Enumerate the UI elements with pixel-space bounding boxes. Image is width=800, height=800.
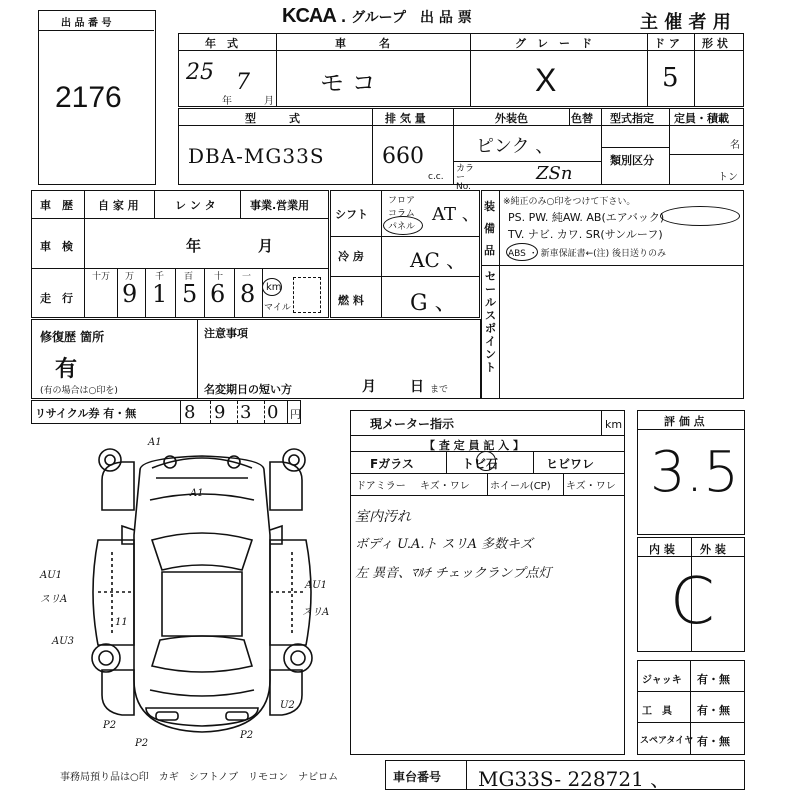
name-label: 車 名 — [335, 37, 390, 50]
history-label: 車 歴 — [40, 199, 73, 212]
equipment-line1: PS. PW. 純AW. AB(エアバック) — [508, 211, 665, 224]
shift-label: シフト — [335, 208, 368, 221]
meter-label: 現メーター指示 — [370, 417, 455, 431]
cc-unit: c.c. — [428, 172, 444, 182]
damage-mark-p2-left: P2 — [103, 720, 117, 731]
mileage-digit: 6 — [210, 280, 226, 308]
damage-mark-p2-bottom: P2 — [135, 738, 149, 749]
type-designation-label: 型式指定 — [610, 112, 654, 125]
score-label: 評 価 点 — [664, 415, 705, 428]
equipment-line3: ABS ・ 新車保証書←(注) 後日送りのみ — [508, 249, 667, 259]
damage-mark-au3-left: AU3 — [52, 636, 75, 647]
jack-label: ジャッキ — [642, 675, 682, 686]
damage-mark-scratch-right: スリA — [302, 607, 330, 618]
inspection-label: 車 検 — [40, 240, 73, 253]
group-title: . グループ 出 品 票 — [340, 10, 472, 26]
sales-point-label: セールスポイント — [485, 270, 496, 374]
digit-label-10k: 万 — [125, 272, 135, 282]
spare-yes-no: 有・無 — [697, 735, 730, 748]
score-value: 3.5 — [650, 440, 740, 505]
year-unit: 年 — [222, 96, 232, 107]
notes-label: 注意事項 — [204, 327, 248, 340]
spare-label: スペアタイヤ — [640, 736, 694, 746]
interior-label: 内 装 — [649, 543, 675, 556]
name-change-day: 日 — [410, 379, 424, 395]
equipment-note: ※純正のみ○印をつけて下さい。 — [503, 197, 636, 207]
mileage-label: 走 行 — [40, 292, 73, 305]
private-use-label: 自 家 用 — [98, 199, 139, 212]
panel-circle-mark — [383, 216, 423, 235]
recycle-label: リサイクル券 有・無 — [35, 407, 137, 420]
exterior-color-value: ピンク 、 — [476, 136, 554, 157]
mileage-digit: 8 — [240, 280, 256, 308]
inspection-year: 年 — [186, 237, 202, 255]
name-change-until: まで — [430, 385, 449, 395]
exterior-label: 外 装 — [700, 543, 726, 556]
chip-label: トビ石 — [462, 457, 499, 471]
km-label: km — [266, 282, 282, 293]
digit-label-10: 十 — [214, 272, 224, 282]
ac-value: AC 、 — [410, 248, 467, 272]
equipment-line2: TV. ナビ. カワ. SR(サンルーフ) — [508, 228, 663, 241]
mileage-digit: 1 — [152, 280, 168, 308]
exterior-color-label: 外装色 — [495, 112, 528, 125]
chassis-label: 車台番号 — [393, 770, 442, 784]
fuel-label: 燃 料 — [338, 294, 364, 307]
inspector-section-title: 【 査 定 員 記 入 】 — [424, 439, 524, 452]
doors-value: 5 — [662, 63, 679, 93]
interior-value: C — [670, 565, 715, 639]
repair-history-value: 有 — [55, 357, 78, 382]
brand-logo: KCAA — [282, 5, 336, 27]
damage-mark-au1-left: AU1 — [40, 570, 63, 581]
inspector-comment-2: ボディ U.A.ト スリA 多数キズ — [355, 537, 533, 552]
mileage-digit: 9 — [122, 280, 138, 308]
chip-circle-mark — [476, 451, 496, 471]
shift-value: AT 、 — [432, 204, 480, 225]
color-no-value: ZSn — [536, 163, 573, 184]
name-change-month: 月 — [362, 379, 376, 395]
category-label: 類別区分 — [610, 154, 654, 167]
abs-circle-mark — [506, 243, 538, 261]
equipment-label: 装 備 品 — [484, 200, 495, 257]
model-value: DBA-MG33S — [188, 144, 325, 168]
capacity-unit-persons: 名 — [730, 140, 740, 151]
damage-mark-u2-right: U2 — [280, 700, 295, 711]
wheel-label: ホイール(CP) — [490, 481, 551, 492]
recycle-digit: 9 — [214, 402, 226, 423]
name-change-label: 名変期日の短い方 — [204, 383, 292, 396]
tool-label: 工 具 — [642, 706, 672, 717]
km-circle-mark — [262, 278, 282, 296]
wheel-scratch: キズ・ワレ — [566, 481, 616, 492]
mile-label: マイル — [264, 303, 291, 313]
chassis-value: MG33S- 228721 、 — [478, 767, 671, 791]
meter-km-unit: km — [605, 418, 623, 431]
lot-number-value: 2176 — [55, 81, 122, 114]
recycle-unit: 円 — [290, 408, 301, 421]
lot-number-box — [38, 10, 156, 185]
damage-mark-a1-hood: A1 — [190, 488, 204, 499]
door-mirror-scratch: キズ・ワレ — [420, 481, 470, 492]
panel-label: パネル — [388, 222, 416, 232]
airbag-circle-mark — [660, 206, 740, 226]
business-use-label: 事業.営業用 — [250, 199, 310, 212]
rental-label: レ ン タ — [175, 199, 216, 212]
digit-label-100k: 十万 — [92, 272, 111, 282]
mileage-check-box — [293, 277, 321, 313]
damage-mark-11: 11 — [115, 617, 128, 628]
year-label: 年 式 — [205, 37, 238, 50]
header-title — [282, 5, 472, 29]
month-value: 7 — [236, 70, 250, 95]
color-no-label: カラー No. — [456, 164, 475, 192]
crack-label: ヒビワレ — [546, 457, 595, 471]
displacement-label: 排 気 量 — [385, 112, 426, 125]
capacity-unit-tons: トン — [718, 172, 738, 183]
shape-label: 形 状 — [702, 37, 728, 50]
inspection-month: 月 — [258, 237, 274, 255]
name-value: モ コ — [320, 69, 376, 97]
fuel-value: G 、 — [410, 291, 457, 316]
damage-mark-au1-right: AU1 — [305, 580, 328, 591]
inspector-comment-3: 左 異音、ﾏﾙﾁ チェックランプ点灯 — [355, 566, 552, 581]
recycle-digit: 3 — [240, 402, 252, 423]
organizer-label: 主 催 者 用 — [640, 12, 731, 33]
recycle-digit: 0 — [267, 402, 279, 423]
damage-mark-p2-right: P2 — [240, 730, 254, 741]
grade-label: グ レ ー ド — [515, 37, 592, 50]
grade-value: X — [535, 62, 557, 98]
year-value: 25 — [186, 60, 214, 85]
ac-label: 冷 房 — [338, 250, 364, 263]
column-label: コラム — [388, 209, 415, 219]
floor-label: フロア — [388, 196, 416, 206]
digit-label-1: 一 — [242, 272, 252, 282]
repair-history-note: (有の場合は○印を) — [40, 386, 118, 396]
lot-number-label: 出 品 番 号 — [61, 18, 112, 29]
digit-label-100: 百 — [184, 272, 194, 282]
jack-yes-no: 有・無 — [697, 673, 730, 686]
tool-yes-no: 有・無 — [697, 704, 730, 717]
f-glass-label: Fガラス — [370, 457, 414, 471]
damage-mark-scratch-left: スリA — [40, 594, 68, 605]
mileage-digit: 5 — [182, 280, 198, 308]
door-mirror-label: ドアミラー — [356, 481, 406, 492]
model-label: 型 式 — [245, 112, 300, 125]
month-unit: 月 — [264, 96, 274, 107]
recycle-digit: 8 — [184, 402, 196, 423]
color-change-label: 色替 — [571, 112, 593, 125]
office-items-note: 事務局預り品は○印 カギ シフトノブ リモコン ナビロム — [60, 772, 339, 783]
doors-label: ド ア — [654, 37, 680, 50]
capacity-label: 定員・積載 — [674, 112, 729, 125]
damage-mark-a1-front: A1 — [148, 437, 162, 448]
displacement-value: 660 — [382, 144, 424, 169]
inspector-comment-1: 室内汚れ — [355, 509, 411, 525]
repair-history-label: 修復歴 箇所 — [40, 330, 105, 344]
digit-label-1k: 千 — [155, 272, 165, 282]
